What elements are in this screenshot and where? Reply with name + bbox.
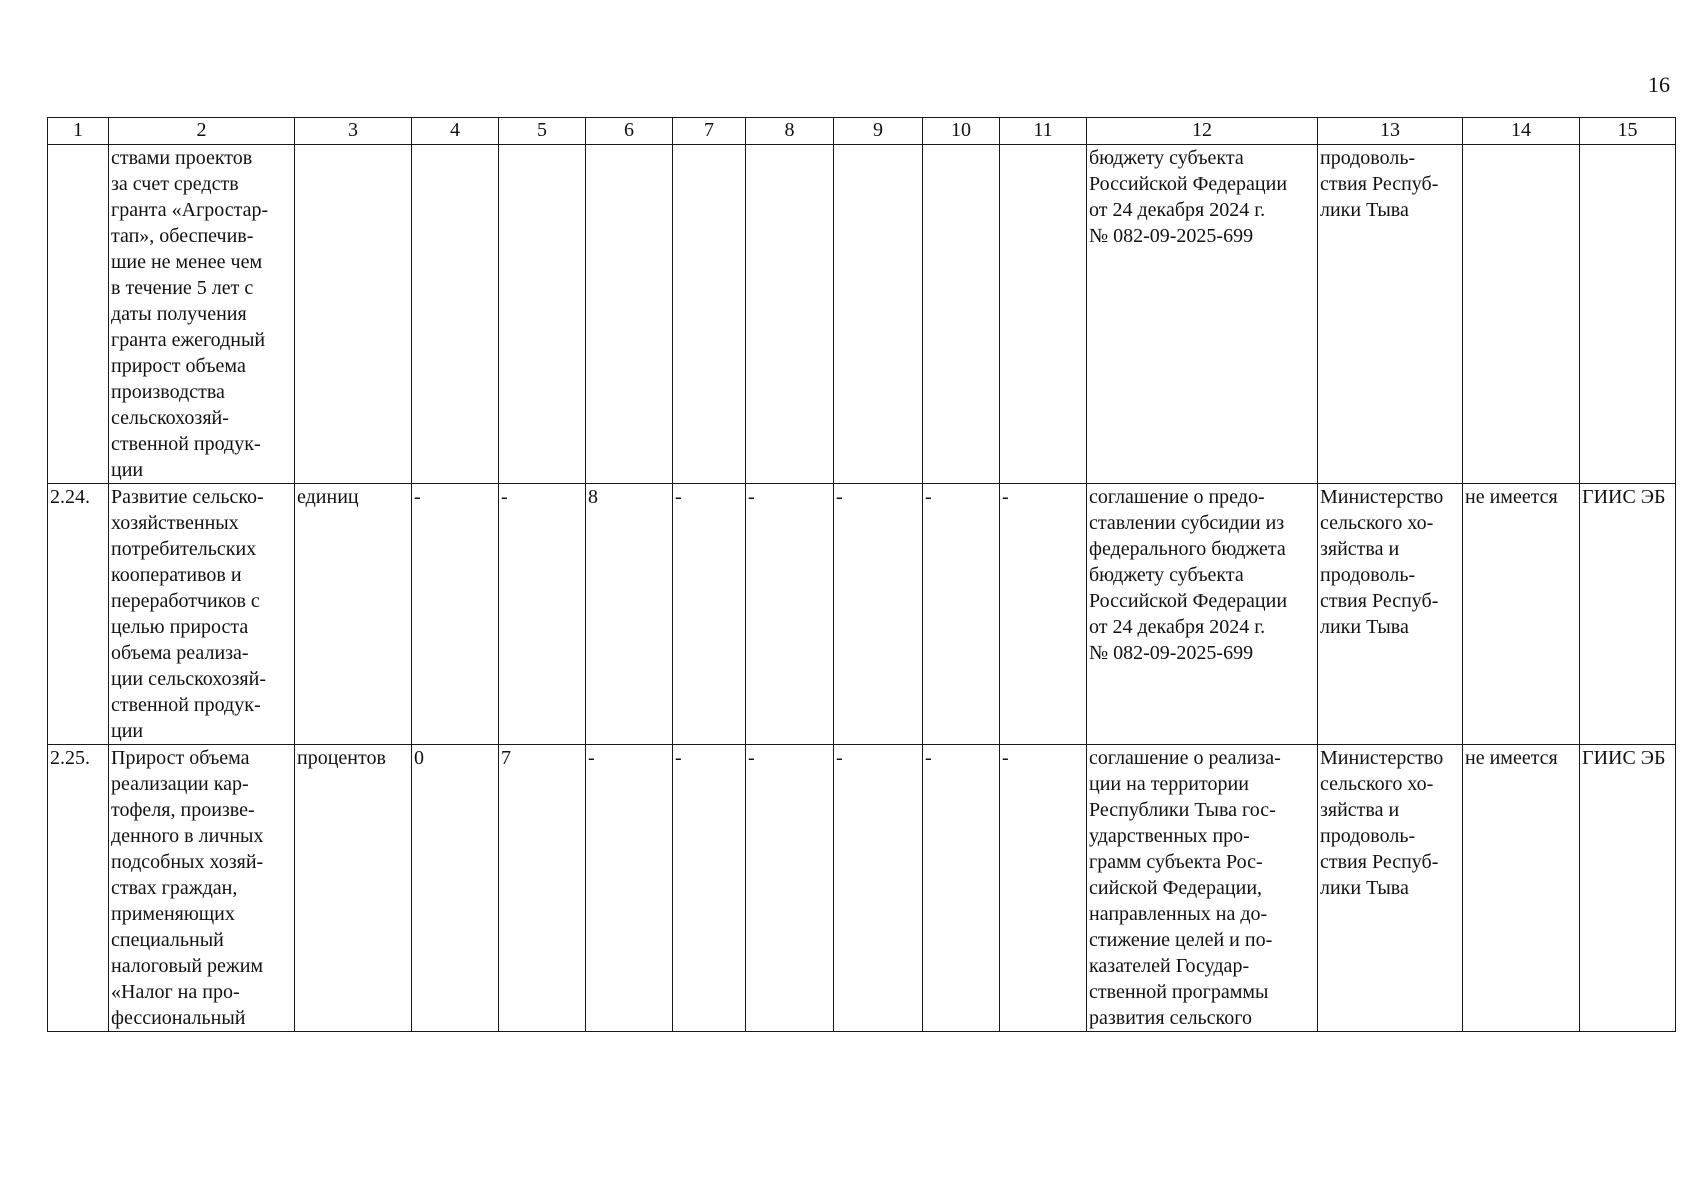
table-row	[48, 145, 1676, 484]
header-cell: 9	[834, 118, 923, 145]
value-cell: -	[834, 745, 923, 1032]
value-cell	[412, 145, 499, 484]
header-cell: 5	[499, 118, 586, 145]
value-cell	[746, 145, 834, 484]
responsible-cell: Министерство сельского хо- зяйства и продоволь- ствия Респуб- лики Тыва	[1318, 484, 1463, 745]
document-cell: соглашение о предо- ставлении субсидии из федерального бюджета бюджету субъекта Российской Федерации от 24 декабря 2024 г. № 082-09-2025-699	[1087, 484, 1318, 745]
value-cell: 7	[499, 745, 586, 1032]
value-cell	[923, 145, 1000, 484]
table-row	[48, 745, 1676, 1032]
row-number-cell: 2.24.	[48, 484, 109, 745]
row-number-cell	[48, 145, 109, 484]
header-cell: 7	[673, 118, 746, 145]
document-cell: соглашение о реализа- ции на территории Республики Тыва гос- ударственных про- грамм субъекта Рос- сийской Федерации, направленных на до- стижение целей и по- казателей Государ- ственной программы развития сельского	[1087, 745, 1318, 1032]
header-cell: 12	[1087, 118, 1318, 145]
value-cell: -	[923, 745, 1000, 1032]
header-cell: 2	[109, 118, 295, 145]
value-cell	[499, 145, 586, 484]
value-cell: -	[834, 484, 923, 745]
info-cell: не имеется	[1463, 484, 1580, 745]
unit-cell: единиц	[295, 484, 412, 745]
table-row	[48, 484, 1676, 745]
indicator-name-cell: Развитие сельско- хозяйственных потребительских кооперативов и переработчиков с целью прироста объема реализа- ции сельскохозяй- ственной продук- ции	[109, 484, 295, 745]
value-cell: -	[923, 484, 1000, 745]
indicator-name-cell: ствами проектов за счет средств гранта «Агростар- тап», обеспечив- шие не менее чем в течение 5 лет с даты получения гранта ежегодный прирост объема производства сельскохозяй- ственной продук- ции	[109, 145, 295, 484]
indicator-name-cell: Прирост объема реализации кар- тофеля, произве- денного в личных подсобных хозяй- ствах граждан, применяющих специальный налоговый режим «Налог на про- фессиональный	[109, 745, 295, 1032]
header-cell: 6	[586, 118, 673, 145]
header-cell: 14	[1463, 118, 1580, 145]
value-cell: -	[412, 484, 499, 745]
header-cell: 4	[412, 118, 499, 145]
header-cell: 10	[923, 118, 1000, 145]
value-cell: -	[673, 484, 746, 745]
responsible-cell: Министерство сельского хо- зяйства и продоволь- ствия Респуб- лики Тыва	[1318, 745, 1463, 1032]
header-cell: 13	[1318, 118, 1463, 145]
value-cell: -	[499, 484, 586, 745]
value-cell	[834, 145, 923, 484]
document-cell: бюджету субъекта Российской Федерации от 24 декабря 2024 г. № 082-09-2025-699	[1087, 145, 1318, 484]
system-cell: ГИИС ЭБ	[1580, 745, 1676, 1032]
table-header-row	[48, 118, 1676, 145]
value-cell: -	[746, 484, 834, 745]
value-cell: -	[586, 745, 673, 1032]
value-cell: -	[746, 745, 834, 1032]
info-cell: не имеется	[1463, 745, 1580, 1032]
page-number: 16	[1648, 72, 1670, 97]
header-cell: 3	[295, 118, 412, 145]
info-cell	[1463, 145, 1580, 484]
indicators-table	[47, 117, 1676, 1032]
header-cell: 15	[1580, 118, 1676, 145]
value-cell: -	[673, 745, 746, 1032]
unit-cell: процентов	[295, 745, 412, 1032]
value-cell	[586, 145, 673, 484]
value-cell: -	[1000, 484, 1087, 745]
value-cell	[673, 145, 746, 484]
value-cell	[1000, 145, 1087, 484]
header-cell: 8	[746, 118, 834, 145]
responsible-cell: продоволь- ствия Респуб- лики Тыва	[1318, 145, 1463, 484]
system-cell: ГИИС ЭБ	[1580, 484, 1676, 745]
unit-cell	[295, 145, 412, 484]
value-cell: -	[1000, 745, 1087, 1032]
value-cell: 0	[412, 745, 499, 1032]
value-cell: 8	[586, 484, 673, 745]
system-cell	[1580, 145, 1676, 484]
header-cell: 1	[48, 118, 109, 145]
row-number-cell: 2.25.	[48, 745, 109, 1032]
header-cell: 11	[1000, 118, 1087, 145]
